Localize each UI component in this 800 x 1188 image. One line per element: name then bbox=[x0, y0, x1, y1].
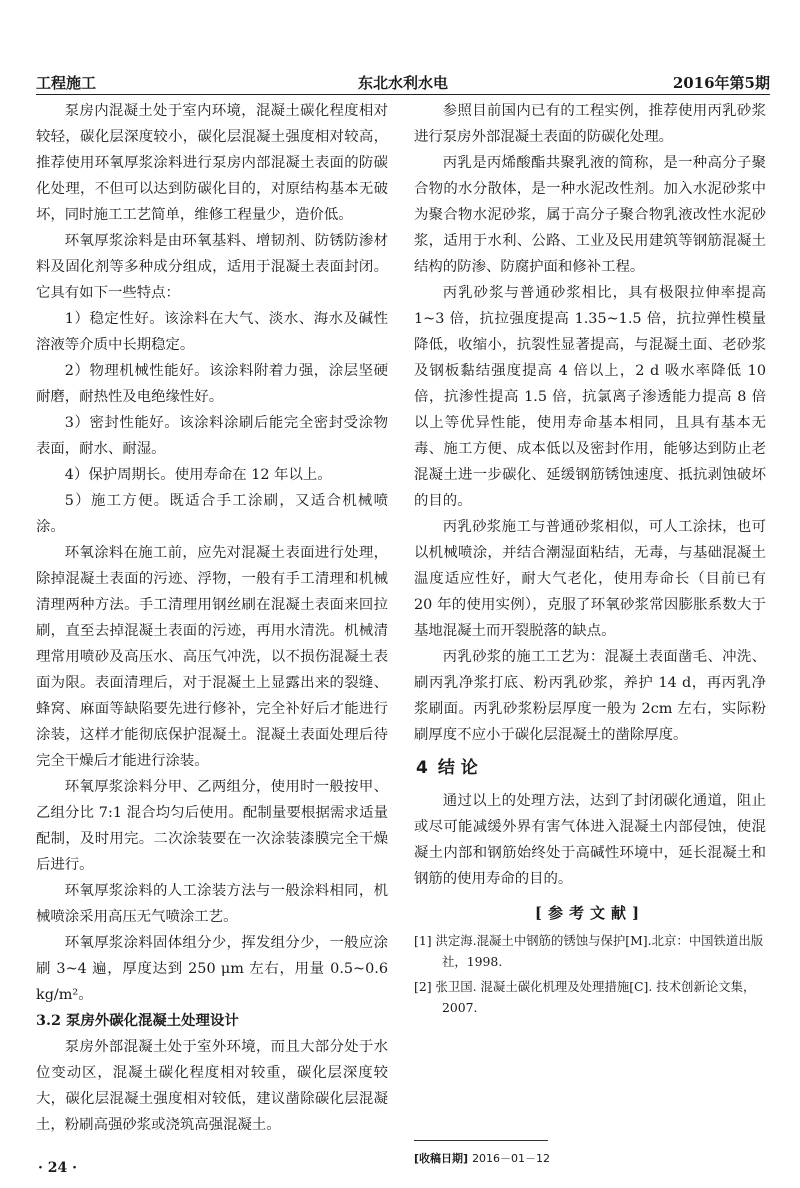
paragraph: 丙乳砂浆施工与普通砂浆相似，可人工涂抹，也可以机械喷涂，并结合潮湿面粘结，无毒，与基础混凝土温度适应性好，耐大气老化，使用寿命长（目前已有 20 年的使用实例），克服了环氧砂浆常因膨胀系数大于基地混凝土而开裂脱落的缺点。 bbox=[414, 519, 766, 639]
header-rule bbox=[36, 94, 770, 95]
reference-item: [1] 洪定海.混凝土中钢筋的锈蚀与保护[M].北京：中国铁道出版社，1998. bbox=[414, 933, 764, 969]
reference-item: [2] 张卫国. 混凝土碳化机理及处理措施[C]. 技术创新论文集，2007. bbox=[414, 979, 756, 1015]
header-issue: 2016年第5期 bbox=[672, 74, 770, 92]
paragraph: 环氧厚浆涂料分甲、乙两组分，使用时一般按甲、乙组分比 7:1 混合均匀后使用。配制量要根据需求适量配制，及时用完。二次涂装要在一次涂装漆膜完全干燥后进行。 bbox=[36, 779, 388, 873]
header-journal: 东北水利水电 bbox=[357, 74, 448, 92]
section-number: 4 bbox=[416, 758, 428, 778]
paragraph: 通过以上的处理方法，达到了封闭碳化通道，阻止或尽可能减缓外界有害气体进入混凝土内部侵蚀，使混凝土内部和钢筋始终处于高碱性环境中，延长混凝土和钢筋的使用寿命的目的。 bbox=[414, 793, 766, 887]
received-date-label: [收稿日期] bbox=[414, 1152, 469, 1165]
paragraph: 环氧厚浆涂料是由环氧基料、增韧剂、防锈防渗材料及固化剂等多种成分组成，适用于混凝土表面封闭。它具有如下一些特点： bbox=[36, 233, 388, 301]
list-item: 1）稳定性好。该涂料在大气、淡水、海水及碱性溶液等介质中长期稳定。 bbox=[36, 311, 388, 353]
section-heading bbox=[416, 754, 766, 782]
list-item: 4）保护周期长。使用寿命在 12 年以上。 bbox=[64, 467, 332, 483]
paragraph: 环氧涂料在施工前，应先对混凝土表面进行处理，除掉混凝土表面的污迹、浮物，一般有手工清理和机械清理两种方法。手工清理用钢丝刷在混凝土表面来回拉刷，直至去掉混凝土表面的污迹，再用水清洗。机械清理常用喷砂及高压水、高压气冲洗，以不损伤混凝土表面为限。表面清理后，对于混凝土上显露出来的裂缝、蜂窝、麻面等缺陷要先进行修补，完全补好后才能进行涂装，这样才能彻底保护混凝土。混凝土表面处理后待完全干燥后才能进行涂装。 bbox=[36, 545, 388, 769]
subsection-heading: 3.2 泵房外碳化混凝土处理设计 bbox=[36, 1012, 239, 1029]
list-item: 5）施工方便。既适合手工涂刷，又适合机械喷涂。 bbox=[36, 493, 388, 535]
paragraph: 丙乳砂浆与普通砂浆相比，具有极限拉伸率提高 1~3 倍，抗拉强度提高 1.35~1.5 倍，抗拉弹性模量降低，收缩小，抗裂性显著提高，与混凝土面、老砂浆及钢板黏结强度提高 4 倍以上，2 d 吸水率降低 10 倍，抗渗性提高 1.5 倍，抗氯离子渗透能力提高 8 倍以上等优异性能，使用寿命基本相同，且具有基本无毒、施工方便、成本低以及密封作用，能够达到防止老混凝土进一步碳化、延缓钢筋锈蚀速度、抵抗剥蚀破坏的目的。 bbox=[414, 285, 766, 509]
paragraph: 参照目前国内已有的工程实例，推荐使用丙乳砂浆进行泵房外部混凝土表面的防碳化处理。 bbox=[414, 103, 766, 145]
page-number: · 24 · bbox=[38, 1160, 77, 1176]
paragraph: 泵房外部混凝土处于室外环境，而且大部分处于水位变动区，混凝土碳化程度相对较重，碳化层深度较大，碳化层混凝土强度相对较低，建议凿除碳化层混凝土，粉刷高强砂浆或浇筑高强混凝土。 bbox=[36, 1039, 388, 1133]
footnote-rule bbox=[414, 1140, 548, 1141]
paragraph: 丙乳是丙烯酸酯共聚乳液的简称，是一种高分子聚合物的水分散体，是一种水泥改性剂。加入水泥砂浆中为聚合物水泥砂浆，属于高分子聚合物乳液改性水泥砂浆，适用于水利、公路、工业及民用建筑等钢筋混凝土结构的防渗、防腐护面和修补工程。 bbox=[414, 155, 766, 275]
references-heading: [参考文献] bbox=[534, 904, 646, 922]
section-title: 结 论 bbox=[437, 758, 478, 778]
left-column bbox=[36, 98, 388, 1138]
list-item: 2）物理机械性能好。该涂料附着力强，涂层坚硬耐磨，耐热性及电绝缘性好。 bbox=[36, 363, 388, 405]
paragraph: 泵房内混凝土处于室内环境，混凝土碳化程度相对较轻，碳化层深度较小，碳化层混凝土强度相对较高，推荐使用环氧厚浆涂料进行泵房内部混凝土表面的防碳化处理，不但可以达到防碳化目的，对原结构基本无破坏，同时施工工艺简单，维修工程量少，造价低。 bbox=[36, 103, 388, 223]
received-date: 2016－01－12 bbox=[472, 1152, 551, 1165]
running-header bbox=[36, 66, 770, 94]
paragraph: 环氧厚浆涂料的人工涂装方法与一般涂料相同，机械喷涂采用高压无气喷涂工艺。 bbox=[36, 883, 388, 925]
paragraph: 丙乳砂浆的施工工艺为：混凝土表面凿毛、冲洗、刷丙乳净浆打底、粉丙乳砂浆，养护 14 d，再丙乳净浆刷面。丙乳砂浆粉层厚度一般为 2cm 左右，实际粉刷厚度不应小于碳化层混凝土的凿除厚度。 bbox=[414, 649, 766, 743]
received-date-note bbox=[414, 1150, 550, 1166]
right-column bbox=[414, 98, 766, 1022]
list-item: 3）密封性能好。该涂料涂刷后能完全密封受涂物表面，耐水、耐湿。 bbox=[36, 415, 388, 457]
header-section: 工程施工 bbox=[36, 74, 97, 92]
paragraph: 环氧厚浆涂料固体组分少，挥发组分少，一般应涂刷 3~4 遍，厚度达到 250 μm 左右，用量 0.5~0.6 kg/m²。 bbox=[36, 935, 388, 1003]
